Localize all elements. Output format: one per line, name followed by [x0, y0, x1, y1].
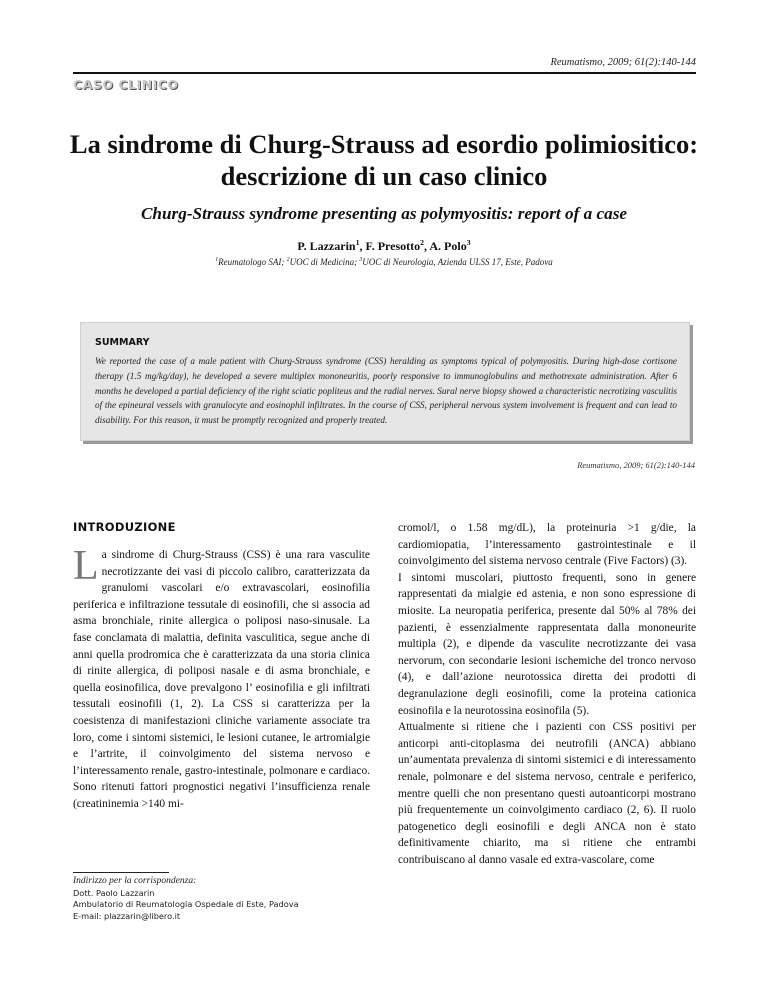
affil-text: Reumatologo SAI; [218, 257, 287, 267]
journal-reference: Reumatismo, 2009; 61(2):140-144 [550, 57, 696, 68]
citation-line: Reumatismo, 2009; 61(2):140-144 [577, 460, 695, 470]
author-name: F. Presotto [365, 239, 421, 253]
author-name: P. Lazzarin [297, 239, 356, 253]
author-affil-mark: 2 [420, 238, 425, 247]
correspondence-footnote [73, 876, 370, 922]
intro-paragraph-text: a sindrome di Churg-Strauss (CSS) è una rara vasculite necrotizzante dei vasi di piccolo calibro, caratterizzata da granulomi vascolari e/o extravascolari, eosinofilia periferica e infiltrazione tessutale di eosinofili, che si associa ad asma bronchiale, rinite allergica o poliposi naso-sinusale. La fase conclamata di malattia, definita vasculitica, segue anche di anni quella prodromica che è caratterizzata da una storia clinica di rinite allergica, di poliposi nasale e di asma bronchiale, e quella eosinofilica, dove prevalgono l’ eosinofilia e gli infiltrati tessutali eosinofili (1, 2). La CSS si caratterizza per la coesistenza di manifestazioni cliniche variamente associate tra loro, come i sintomi sistemici, le lesioni cutanee, le artromialgie e l’artrite, il coinvolgimento del sistema nervoso e l’interessamento renale, gastro-intestinale, polmonare e cardiaco. Sono ritenuti fattori prognostici negativi l’insufficienza renale (creatininemia >140 mi- [73, 549, 370, 810]
summary-box [80, 322, 690, 441]
affil-mark: 2 [286, 257, 290, 263]
header-rule [73, 72, 696, 74]
author-list [60, 239, 708, 254]
author-separator: , [424, 239, 430, 253]
footnote-email: E-mail: plazzarin@libero.it [73, 910, 181, 921]
intro-paragraph [73, 543, 370, 813]
affil-mark: 3 [359, 257, 363, 263]
article-subtitle: Churg-Strauss syndrome presenting as polymyositis: report of a case [140, 204, 628, 223]
author-name: A. Polo [429, 239, 467, 253]
body-paragraph: Attualmente si ritiene che i pazienti con CSS positivi per anticorpi anti-citoplasma dei neutrofili (ANCA) abbiano un’aumentata prevalenza di sintomi sistemici e di interessamento renale, polmonare e del sistema nervoso, centrale e periferico, mentre quelli che non presentano questi autoanticorpi mostrano più frequentemente un coinvolgimento cardiaco (2, 6). Il ruolo patogenetico degli eosinofili e degli ANCA non è stato definitivamente chiarito, ma si ritiene che entrambi contribuiscano al danno vasale ed extra-vascolare, come [398, 721, 696, 866]
article-title: La sindrome di Churg-Strauss ad esordio polimiositico: descrizione di un caso clinico [69, 129, 699, 191]
author-separator: , [359, 239, 366, 253]
author-affil-mark: 3 [466, 238, 471, 247]
footnote-name: Dott. Paolo Lazzarin [73, 887, 155, 898]
body-paragraph: I sintomi muscolari, piuttosto frequenti, sono in genere rappresentati da mialgie ed astenia, e non sono espressione di miosite. La neuropatia periferica, presente dal 50% al 78% dei pazienti, è essenzialmente rappresentata dalla mononeurite multipla (2), e dipende da vasculite necrotizzante dei vasa nervorum, con secondarie lesioni ischemiche del tronco nervoso (4), e dall’azione neurotossica diretta dei prodotti di degranulazione degli eosinofili, come la proteina cationica eosinofila e la neurotossina eosinofila (5). [398, 571, 696, 717]
summary-heading: SUMMARY [95, 337, 150, 348]
affiliations [60, 257, 708, 267]
intro-heading: INTRODUZIONE [73, 520, 176, 534]
footnote-rule [73, 872, 169, 873]
affil-text: UOC di Medicina; [289, 257, 360, 267]
left-column [73, 520, 370, 813]
affil-text: UOC di Neurologia, Azienda ULSS 17, Este, Padova [362, 257, 553, 267]
author-affil-mark: 1 [355, 238, 360, 247]
drop-cap: L [73, 543, 99, 589]
affil-mark: 1 [215, 257, 219, 263]
summary-text: We reported the case of a male patient with Churg-Strauss syndrome (CSS) heralding as symptoms typical of polymyositis. During high-dose cortisone therapy (1.5 mg/kg/day), he developed a severe multiplex mononeuritis, poorly responsive to immunoglobulins and methotrexate administration. After 6 months he developed a partial deficiency of the right sciatic popliteus and the radial nerves. Sural nerve biopsy showed a characteristic necrotizing vasculitis of the epineural vessels with granulocyte and eosinophil infiltrates. In the course of CSS, peripheral nervous system involvement is frequent and can lead to disability. For this reason, it must be promptly recognized and properly treated. [95, 356, 677, 426]
right-column [398, 520, 696, 868]
section-label: CASO CLINICO [73, 77, 179, 92]
body-paragraph: cromol/l, o 1.58 mg/dL), la proteinuria >1 g/die, la cardiomiopatia, l’interessamento gastrointestinale e il coinvolgimento del sistema nervoso centrale (Five Factors) (3). [398, 522, 696, 568]
footnote-place: Ambulatorio di Reumatologia Ospedale di Este, Padova [73, 899, 299, 909]
footnote-label: Indirizzo per la corrispondenza: [73, 876, 197, 886]
